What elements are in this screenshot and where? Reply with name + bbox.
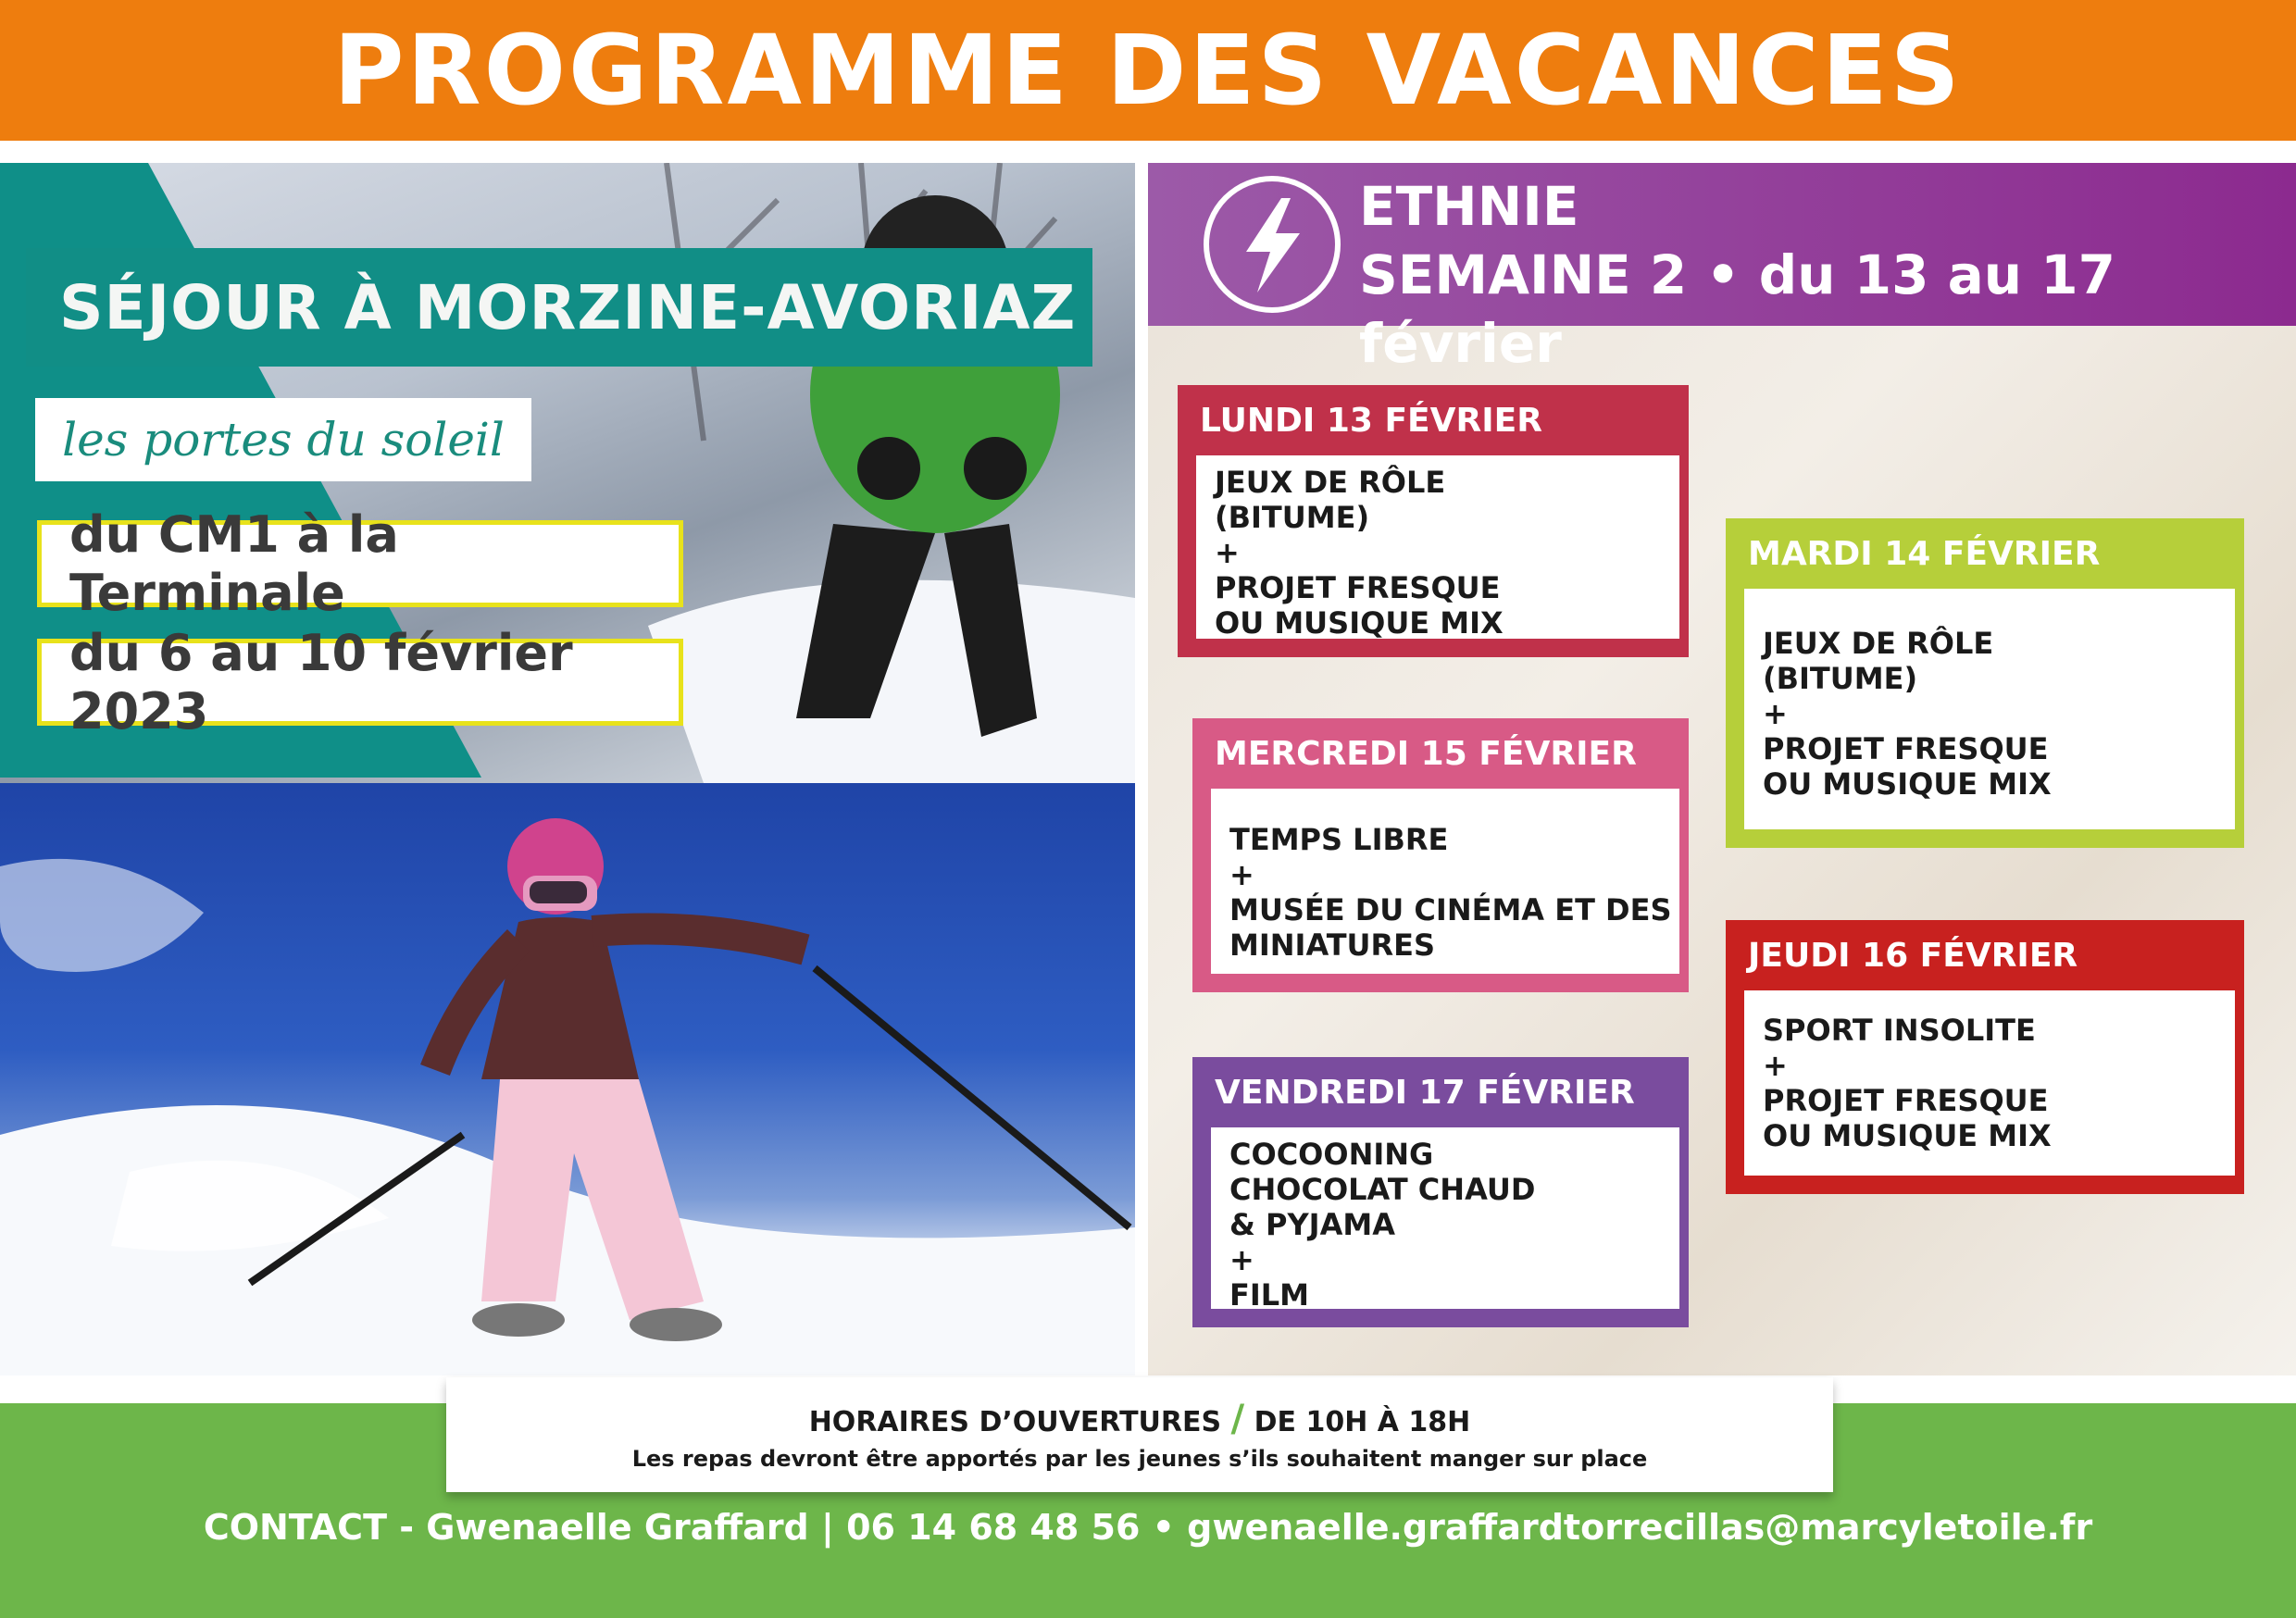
opening-hours-box	[446, 1377, 1833, 1492]
activity-line: MINIATURES	[1229, 927, 1436, 963]
activity-line: OU MUSIQUE MIX	[1763, 766, 2052, 802]
sejour-level: du CM1 à la Terminale	[69, 505, 399, 622]
activity-line: CHOCOLAT CHAUD	[1229, 1172, 1536, 1207]
girl-skier-illustration	[0, 783, 1135, 1375]
activity-line: MUSÉE DU CINÉMA ET DES	[1229, 892, 1672, 927]
sejour-dates-box	[37, 624, 683, 741]
day-activities	[1744, 990, 2235, 1176]
day-title: VENDREDI 17 FÉVRIER	[1215, 1073, 1635, 1112]
hours-time: DE 10H À 18H	[1254, 1406, 1471, 1438]
activity-line: +	[1229, 857, 1254, 892]
sejour-dates: du 6 au 10 février 2023	[69, 624, 573, 741]
activity-line: (BITUME)	[1215, 500, 1370, 535]
meal-note: Les repas devront être apportés par les jeunes s’ils souhaitent manger sur place	[631, 1446, 1648, 1472]
activity-line: TEMPS LIBRE	[1229, 822, 1449, 857]
page-title: PROGRAMME DES VACANCES	[333, 14, 1963, 127]
day-card-mercredi	[1192, 718, 1689, 992]
hours-separator: /	[1230, 1398, 1245, 1440]
activity-line: (BITUME)	[1763, 661, 1918, 696]
activity-line: PROJET FRESQUE	[1763, 731, 2049, 766]
day-title: LUNDI 13 FÉVRIER	[1200, 401, 1542, 440]
sejour-subtitle-box	[35, 398, 531, 481]
day-card-vendredi	[1192, 1057, 1689, 1327]
activity-line: FILM	[1229, 1277, 1309, 1313]
opening-hours	[446, 1398, 1833, 1440]
activity-line: & PYJAMA	[1229, 1207, 1395, 1242]
sejour-title: SÉJOUR À MORZINE-AVORIAZ	[59, 271, 1077, 343]
hours-label: HORAIRES D’OUVERTURES	[808, 1406, 1222, 1438]
day-card-lundi	[1178, 385, 1689, 657]
day-activities	[1211, 1127, 1679, 1313]
sejour-level-box	[37, 505, 683, 622]
contact-line: CONTACT - Gwenaelle Graffard | 06 14 68 48 56 • gwenaelle.graffardtorrecillas@marcyletoile.fr	[203, 1507, 2093, 1548]
activity-line: OU MUSIQUE MIX	[1763, 1118, 2052, 1153]
activity-line: JEUX DE RÔLE	[1215, 465, 1446, 500]
day-activities	[1196, 455, 1679, 639]
title-banner	[0, 0, 2296, 141]
activity-line: JEUX DE RÔLE	[1763, 626, 1994, 661]
ethnie-week: SEMAINE 2 • du 13 au 17 février	[1359, 243, 2115, 375]
lightning-bolt-icon	[1204, 176, 1341, 313]
day-title: MARDI 14 FÉVRIER	[1748, 534, 2101, 573]
day-title: MERCREDI 15 FÉVRIER	[1215, 734, 1637, 773]
activity-line: +	[1763, 1048, 1788, 1083]
activity-line: +	[1229, 1242, 1254, 1277]
activity-line: OU MUSIQUE MIX	[1215, 605, 1504, 641]
ethnie-heading	[1359, 172, 2296, 378]
activity-line: +	[1763, 696, 1788, 731]
ski-photo-girl	[0, 783, 1135, 1375]
day-card-jeudi	[1726, 920, 2244, 1194]
sejour-subtitle: les portes du soleil	[62, 413, 505, 467]
activity-line: PROJET FRESQUE	[1763, 1083, 2049, 1118]
day-card-mardi	[1726, 518, 2244, 848]
ethnie-name: ETHNIE	[1359, 175, 1579, 238]
activity-line: PROJET FRESQUE	[1215, 570, 1501, 605]
day-title: JEUDI 16 FÉVRIER	[1748, 936, 2078, 975]
day-activities	[1744, 589, 2235, 829]
activity-line: SPORT INSOLITE	[1763, 1013, 2036, 1048]
day-activities	[1211, 789, 1679, 974]
activity-line: +	[1215, 535, 1240, 570]
activity-line: COCOONING	[1229, 1137, 1434, 1172]
sejour-title-banner	[26, 248, 1092, 367]
